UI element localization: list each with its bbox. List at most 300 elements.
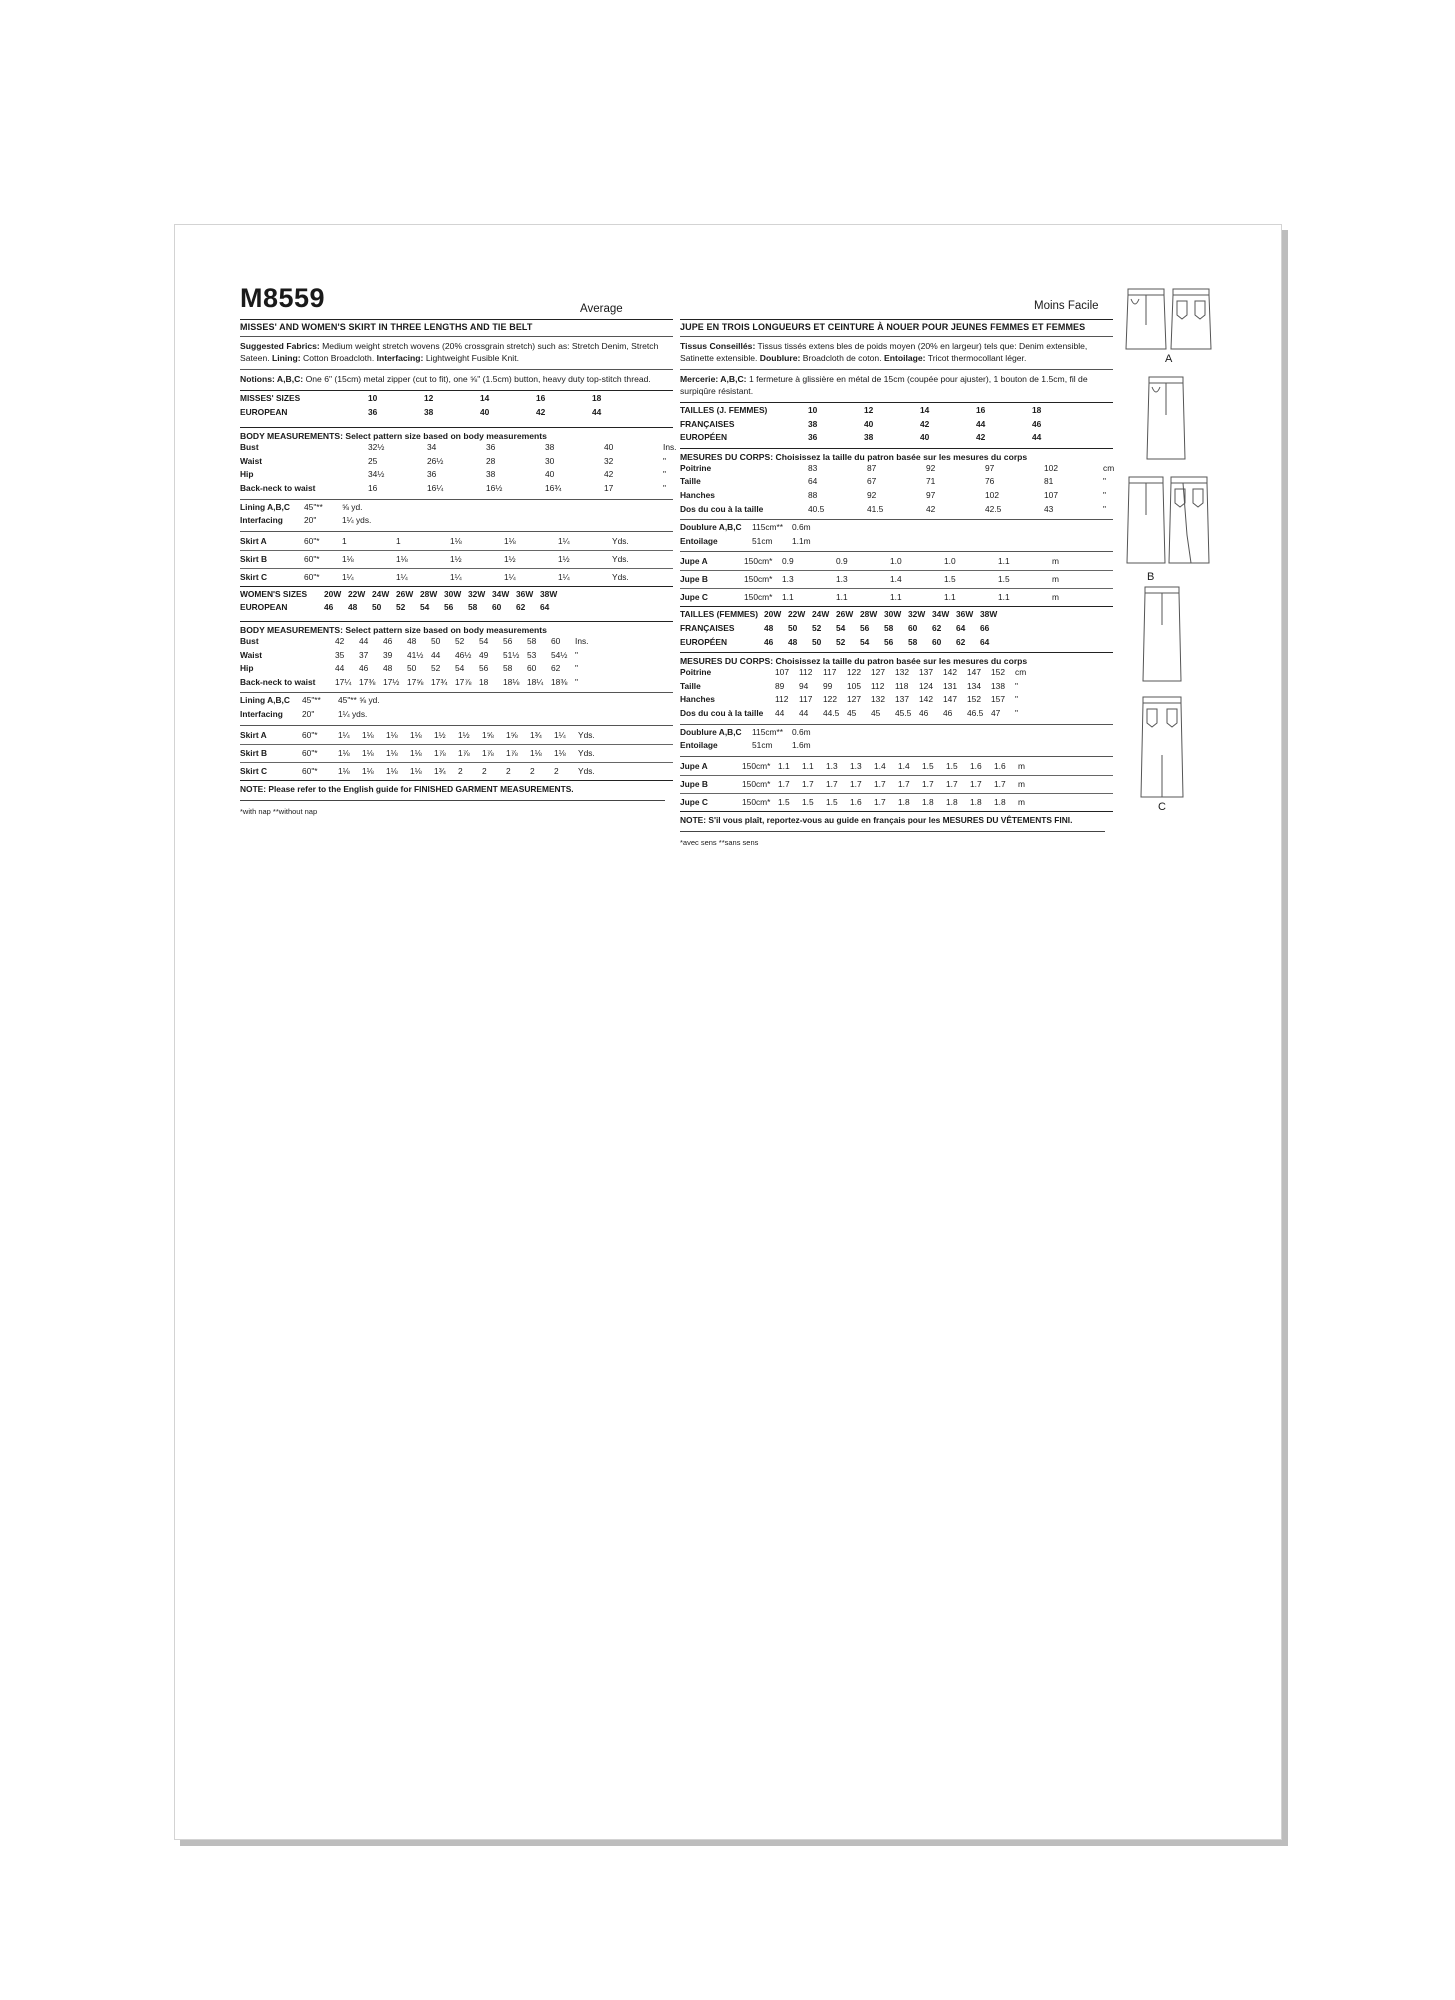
yardage-value: ⅝ yd. (342, 501, 363, 512)
pattern-envelope-back (174, 224, 1282, 1840)
row-label: Back-neck to waist (240, 482, 316, 493)
measurement-value: 53 (527, 649, 537, 660)
yardage-value: 1⅞ (458, 747, 470, 758)
yardage-value: 1.1 (998, 556, 1010, 567)
row-label: Jupe B (680, 778, 708, 789)
row-label: Interfacing (240, 708, 283, 719)
size-value: 56 (884, 636, 894, 647)
yardage-value: 1¼ (338, 729, 350, 740)
notions-en: Notions: A,B,C: One 6" (15cm) metal zipper (cut to fit), one ⅝" (1.5cm) button, heavy duty top-stitch thread. (240, 374, 651, 384)
misses-sizes-en: MISSES' SIZES 10 12 14 16 18 EUROPEAN 36 38 40 42 44 (240, 393, 602, 417)
yardage-value: 1¼ yds. (338, 708, 368, 719)
measurement-value: 46 (359, 663, 369, 674)
measurement-value: 81 (1044, 476, 1054, 487)
yardage-value: 1.5 (946, 760, 958, 771)
yardage-value: 1½ (450, 553, 462, 564)
yardage-value: 1.4 (898, 760, 910, 771)
measurement-value: 40 (545, 469, 555, 480)
unit-label: " (575, 663, 578, 674)
row-label: Skirt C (240, 571, 267, 582)
pattern-number: M8559 (240, 283, 326, 313)
measurement-value: 16¼ (427, 482, 444, 493)
yardage-value: 1.6m (792, 740, 811, 751)
yardage-value: 1.8 (922, 796, 934, 807)
row-label: Back-neck to waist (240, 676, 316, 687)
measurement-value: 45 (871, 707, 881, 718)
yardage-value: 1⅞ (482, 747, 494, 758)
unit-label: m (1052, 592, 1059, 603)
yardage-value: 45"** ⅝ yd. (338, 695, 380, 706)
fabric-width: 150cm* (744, 556, 773, 567)
yardage-value: 1.1 (998, 592, 1010, 603)
fabric-width: 150cm* (744, 592, 773, 603)
yardage-value: 1 (342, 535, 347, 546)
measurement-value: 44 (431, 649, 441, 660)
french-column (680, 297, 1113, 847)
measurement-value: 137 (919, 667, 933, 678)
measurement-value: 48 (407, 635, 417, 646)
yardage-value: 1½ (434, 729, 446, 740)
unit-label: cm (1015, 667, 1027, 678)
fabric-width: 150cm* (744, 574, 773, 585)
yardage-value: 1.8 (946, 796, 958, 807)
fabric-width: 20" (304, 515, 317, 526)
fabric-width: 60"* (304, 571, 320, 582)
row-label: Jupe A (680, 556, 708, 567)
misses-measurements-fr (680, 462, 1113, 516)
measurement-value: 44 (359, 635, 369, 646)
yardage-value: 1⅛ (386, 765, 398, 776)
difficulty-en: Average (580, 303, 623, 315)
size-value: 60 (908, 622, 918, 633)
size-value: 36W (956, 609, 974, 620)
measurement-value: 105 (847, 680, 861, 691)
measurement-value: 25 (368, 455, 378, 466)
measurement-value: 122 (847, 667, 861, 678)
fabric-width: 115cm** (752, 522, 784, 533)
english-column (240, 297, 677, 816)
size-value: 58 (468, 602, 478, 613)
size-value: 60 (932, 636, 942, 647)
measurement-value: 102 (1044, 462, 1058, 473)
fabric-width: 150cm* (742, 796, 771, 807)
measurement-value: 147 (967, 667, 981, 678)
unit-label: Yds. (578, 729, 595, 740)
yardage-value: 1½ (458, 729, 470, 740)
fabric-width: 115cm** (752, 726, 784, 737)
size-value: 26W (836, 609, 854, 620)
yardage-value: 1.6 (994, 760, 1006, 771)
yardage-value: 1.5 (944, 574, 956, 585)
yardage-value: 1¾ (530, 729, 542, 740)
size-value: 32W (468, 588, 486, 599)
yardage-value: 1¼ (450, 571, 462, 582)
row-label: Hanches (680, 694, 715, 705)
measurement-value: 26½ (427, 455, 444, 466)
measurement-value: 97 (926, 489, 936, 500)
size-value: 64 (980, 636, 990, 647)
measurement-value: 30 (545, 455, 555, 466)
measurement-value: 67 (867, 476, 877, 487)
size-value: 48 (348, 602, 358, 613)
size-value: 64 (540, 602, 550, 613)
size-value: 24W (812, 609, 830, 620)
measurement-value: 41.5 (867, 503, 884, 514)
fabric-width: 150cm* (742, 760, 771, 771)
unit-label: " (1103, 489, 1106, 500)
row-label: EUROPEAN (240, 602, 288, 613)
fabric-width: 20" (302, 708, 315, 719)
row-label: Hanches (680, 489, 715, 500)
measurement-value: 94 (799, 680, 809, 691)
yardage-value: 1.1 (782, 592, 794, 603)
measurement-value: 112 (799, 667, 813, 678)
yardage-value: 1.7 (970, 778, 982, 789)
measurement-value: 48 (383, 663, 393, 674)
yardage-value: 1.8 (994, 796, 1006, 807)
yardage-value: 1.1 (778, 760, 790, 771)
title-en: MISSES' AND WOMEN'S SKIRT IN THREE LENGTHS AND TIE BELT (240, 322, 533, 332)
measurement-value: 92 (926, 462, 936, 473)
size-value: 64 (956, 622, 966, 633)
measurement-value: 42 (335, 635, 345, 646)
measurement-value: 118 (895, 680, 909, 691)
yardage-row (680, 776, 1113, 794)
skirt-c-front-drawing (1125, 585, 1215, 685)
measurement-value: 39 (383, 649, 393, 660)
row-label: Skirt A (240, 729, 267, 740)
measurement-value: 45 (847, 707, 857, 718)
yardage-value: 1.7 (994, 778, 1006, 789)
measurement-value: 92 (867, 489, 877, 500)
yardage-value: 1.7 (826, 778, 838, 789)
fabrics-fr: Tissus Conseillés: Tissus tissés extens bles de poids moyen (20% en largeur) tels que: Denim extensible, Satinette extensible. Doublure: Broadcloth de coton. Entoilage: Tricot thermocollant léger. (680, 341, 1088, 363)
measurement-value: 87 (867, 462, 877, 473)
difficulty-fr: Moins Facile (1034, 300, 1099, 312)
measurement-value: 157 (991, 694, 1005, 705)
womens-sizes-fr (680, 608, 1113, 649)
measurement-value: 16 (368, 482, 378, 493)
measurement-value: 60 (551, 635, 561, 646)
body-measurements-header-en: BODY MEASUREMENTS: Select pattern size based on body measurements (240, 431, 547, 442)
measurement-value: 17⅜ (359, 676, 376, 687)
fabric-width: 60"* (302, 747, 318, 758)
measurement-value: 138 (991, 680, 1005, 691)
size-value: 28W (420, 588, 438, 599)
fabric-width: 51cm (752, 535, 773, 546)
yardage-value: 1⅛ (410, 747, 422, 758)
measurement-value: 147 (943, 694, 957, 705)
yardage-value: 1.7 (802, 778, 814, 789)
misses-yardage-en (240, 533, 673, 586)
size-value: 58 (884, 622, 894, 633)
measurement-value: 16¾ (545, 482, 562, 493)
unit-label: " (1015, 707, 1018, 718)
fabric-width: 45"** (304, 501, 323, 512)
row-label: Skirt B (240, 553, 267, 564)
unit-label: Ins. (575, 635, 589, 646)
measurement-value: 50 (407, 663, 417, 674)
yardage-row (240, 551, 673, 569)
measurement-value: 17½ (383, 676, 400, 687)
measurement-value: 42.5 (985, 503, 1002, 514)
measurement-value: 17⅝ (407, 676, 424, 687)
yardage-row (680, 589, 1113, 606)
measurement-value: 17⅞ (455, 676, 472, 687)
womens-yardage-fr (680, 758, 1113, 811)
yardage-value: 1⅛ (362, 765, 374, 776)
size-value: 38W (540, 588, 558, 599)
yardage-value: 1.8 (970, 796, 982, 807)
measurement-value: 102 (985, 489, 999, 500)
yardage-value: 1.3 (826, 760, 838, 771)
measurement-value: 127 (847, 694, 861, 705)
row-label: Lining A,B,C (240, 695, 290, 706)
yardage-value: 1⅛ (338, 765, 350, 776)
yardage-value: 0.9 (836, 556, 848, 567)
misses-sizes-fr: TAILLES (J. FEMMES) 10 12 14 16 18 FRANÇAISES 38 40 42 44 46 EUROPÉEN 36 38 40 42 44 (680, 405, 1042, 443)
size-value: 48 (764, 622, 774, 633)
measurement-value: 46 (919, 707, 929, 718)
measurement-value: 34 (427, 442, 437, 453)
yardage-value: 2 (506, 765, 511, 776)
view-label-c: C (1158, 801, 1166, 813)
measurement-value: 45.5 (895, 707, 912, 718)
row-label: Hip (240, 663, 254, 674)
skirt-b-drawing (1125, 475, 1215, 567)
unit-label: cm (1103, 462, 1115, 473)
size-value: 24W (372, 588, 390, 599)
measurement-value: 127 (871, 667, 885, 678)
measurement-value: 132 (895, 667, 909, 678)
row-label: Entoilage (680, 740, 718, 751)
measurement-value: 132 (871, 694, 885, 705)
yardage-value: 1⅞ (434, 747, 446, 758)
row-label: Jupe A (680, 760, 708, 771)
size-value: 56 (444, 602, 454, 613)
measurement-value: 56 (479, 663, 489, 674)
measurement-value: 58 (503, 663, 513, 674)
unit-label: " (575, 676, 578, 687)
yardage-value: 1.0 (944, 556, 956, 567)
yardage-value: 1¼ (558, 535, 570, 546)
yardage-value: 1¼ yds. (342, 515, 372, 526)
measurement-value: 43 (1044, 503, 1054, 514)
measurement-value: 42 (604, 469, 614, 480)
row-label: Poitrine (680, 667, 712, 678)
view-label-b: B (1147, 571, 1155, 583)
yardage-value: 1¼ (554, 729, 566, 740)
row-label: Jupe C (680, 796, 708, 807)
measurement-value: 34½ (368, 469, 385, 480)
fabrics-en: Suggested Fabrics: Medium weight stretch wovens (20% crossgrain stretch) such as: Stretch Denim, Stretch Sateen. Lining: Cotton Broadcloth. Interfacing: Lightweight Fusible Knit. (240, 341, 659, 363)
yardage-value: 1½ (558, 553, 570, 564)
size-value: 26W (396, 588, 414, 599)
size-value: 62 (516, 602, 526, 613)
spacer (1004, 636, 1029, 650)
row-label: Taille (680, 680, 701, 691)
yardage-row (680, 571, 1113, 589)
measurement-value: 32½ (368, 442, 385, 453)
body-measurements-header-en-2: BODY MEASUREMENTS: Select pattern size based on body measurements (240, 624, 547, 635)
measurement-value: 37 (359, 649, 369, 660)
measurement-value: 122 (823, 694, 837, 705)
yardage-value: 1⅛ (396, 553, 408, 564)
yardage-value: 1⅛ (362, 729, 374, 740)
yardage-value: 1⅛ (450, 535, 462, 546)
measurement-value: 44 (335, 663, 345, 674)
fabric-width: 60"* (302, 729, 318, 740)
size-value: 60 (492, 602, 502, 613)
measurement-value: 112 (871, 680, 885, 691)
spacer (1004, 608, 1029, 622)
measurement-value: 152 (967, 694, 981, 705)
size-value: 22W (348, 588, 366, 599)
measurement-value: 107 (775, 667, 789, 678)
unit-label: m (1018, 760, 1025, 771)
spacer (564, 588, 589, 602)
yardage-value: 1 (396, 535, 401, 546)
size-value: 46 (324, 602, 334, 613)
fabric-width: 45"** (302, 695, 321, 706)
measurement-value: 83 (808, 462, 818, 473)
yardage-row (240, 533, 673, 551)
yardage-row (680, 758, 1113, 776)
size-value: 20W (324, 588, 342, 599)
misses-yardage-fr (680, 553, 1113, 606)
note-fr: NOTE: S'il vous plaît, reportez-vous au guide en français pour les MESURES DU VÊTEMENTS FINI. (680, 814, 1073, 825)
yardage-value: 1.5 (922, 760, 934, 771)
skirt-a-long-drawing (1125, 375, 1215, 463)
measurement-value: 32 (604, 455, 614, 466)
size-value: 46 (764, 636, 774, 647)
unit-label: " (1103, 476, 1106, 487)
size-value: 36W (516, 588, 534, 599)
row-label: Poitrine (680, 462, 712, 473)
measurement-value: 60 (527, 663, 537, 674)
measurement-value: 46.5 (967, 707, 984, 718)
size-value: 32W (908, 609, 926, 620)
womens-yardage-en (240, 727, 673, 780)
measurement-value: 42 (926, 503, 936, 514)
row-label: Waist (240, 455, 263, 466)
measurement-value: 142 (919, 694, 933, 705)
unit-label: " (1103, 503, 1106, 514)
yardage-value: 1.7 (946, 778, 958, 789)
row-label: EUROPÉEN (680, 636, 728, 647)
yardage-row (240, 763, 673, 780)
measurement-value: 50 (431, 635, 441, 646)
yardage-value: 1⅛ (386, 747, 398, 758)
fabric-width: 60"* (304, 553, 320, 564)
yardage-value: 0.6m (792, 522, 811, 533)
unit-label: m (1052, 574, 1059, 585)
measurement-value: 112 (775, 694, 789, 705)
yardage-value: 1.3 (836, 574, 848, 585)
spacer (1004, 622, 1029, 636)
unit-label: Yds. (612, 571, 629, 582)
yardage-value: 1⅛ (504, 535, 516, 546)
yardage-value: 1.1 (802, 760, 814, 771)
yardage-row (680, 794, 1113, 811)
measurement-value: 44.5 (823, 707, 840, 718)
yardage-value: 1.8 (898, 796, 910, 807)
yardage-value: 1¾ (434, 765, 446, 776)
row-label: Waist (240, 649, 263, 660)
row-label: TAILLES (FEMMES) (680, 609, 759, 620)
unit-label: Yds. (578, 765, 595, 776)
unit-label: " (663, 482, 666, 493)
title-fr: JUPE EN TROIS LONGUEURS ET CEINTURE À NOUER POUR JEUNES FEMMES ET FEMMES (680, 322, 1086, 332)
measurement-value: 16½ (486, 482, 503, 493)
size-value: 50 (812, 636, 822, 647)
note-en: NOTE: Please refer to the English guide for FINISHED GARMENT MEASUREMENTS. (240, 783, 574, 794)
size-value: 38W (980, 609, 998, 620)
size-value: 66 (980, 622, 990, 633)
measurement-value: 46 (943, 707, 953, 718)
size-value: 34W (932, 609, 950, 620)
measurement-value: 54 (455, 663, 465, 674)
measurement-value: 117 (823, 667, 837, 678)
measurement-value: 58 (527, 635, 537, 646)
skirt-c-back-drawing (1125, 695, 1215, 801)
size-value: 62 (932, 622, 942, 633)
womens-sizes-en (240, 588, 673, 615)
spacer (564, 601, 589, 615)
row-label: Jupe B (680, 574, 708, 585)
measurement-value: 40.5 (808, 503, 825, 514)
measurement-value: 38 (486, 469, 496, 480)
row-label: Taille (680, 476, 701, 487)
unit-label: Yds. (612, 535, 629, 546)
measurement-value: 88 (808, 489, 818, 500)
yardage-value: 1.4 (890, 574, 902, 585)
size-value: 54 (860, 636, 870, 647)
yardage-value: 1⅝ (506, 729, 518, 740)
yardage-value: 1¼ (342, 571, 354, 582)
measurement-value: 17 (604, 482, 614, 493)
measurement-value: 51½ (503, 649, 520, 660)
yardage-value: 1.0 (890, 556, 902, 567)
unit-label: " (1015, 680, 1018, 691)
yardage-value: 1.7 (898, 778, 910, 789)
unit-label: m (1052, 556, 1059, 567)
unit-label: m (1018, 778, 1025, 789)
yardage-value: 1.5 (778, 796, 790, 807)
measurement-value: 54 (479, 635, 489, 646)
yardage-value: 1.4 (874, 760, 886, 771)
measurement-value: 62 (551, 663, 561, 674)
measurement-value: 38 (545, 442, 555, 453)
yardage-value: 1⅝ (482, 729, 494, 740)
measurement-value: 52 (431, 663, 441, 674)
yardage-value: 1¼ (558, 571, 570, 582)
size-value: 52 (812, 622, 822, 633)
row-label: Doublure A,B,C (680, 522, 742, 533)
womens-lining-fr (680, 726, 1113, 753)
yardage-value: 1⅛ (410, 729, 422, 740)
size-value: 52 (396, 602, 406, 613)
unit-label: Yds. (612, 553, 629, 564)
fabric-width: 150cm* (742, 778, 771, 789)
row-label: Bust (240, 442, 259, 453)
measurement-value: 49 (479, 649, 489, 660)
size-value: 58 (908, 636, 918, 647)
yardage-value: 1½ (504, 553, 516, 564)
unit-label: " (663, 469, 666, 480)
yardage-row (240, 727, 673, 745)
row-label: Entoilage (680, 535, 718, 546)
